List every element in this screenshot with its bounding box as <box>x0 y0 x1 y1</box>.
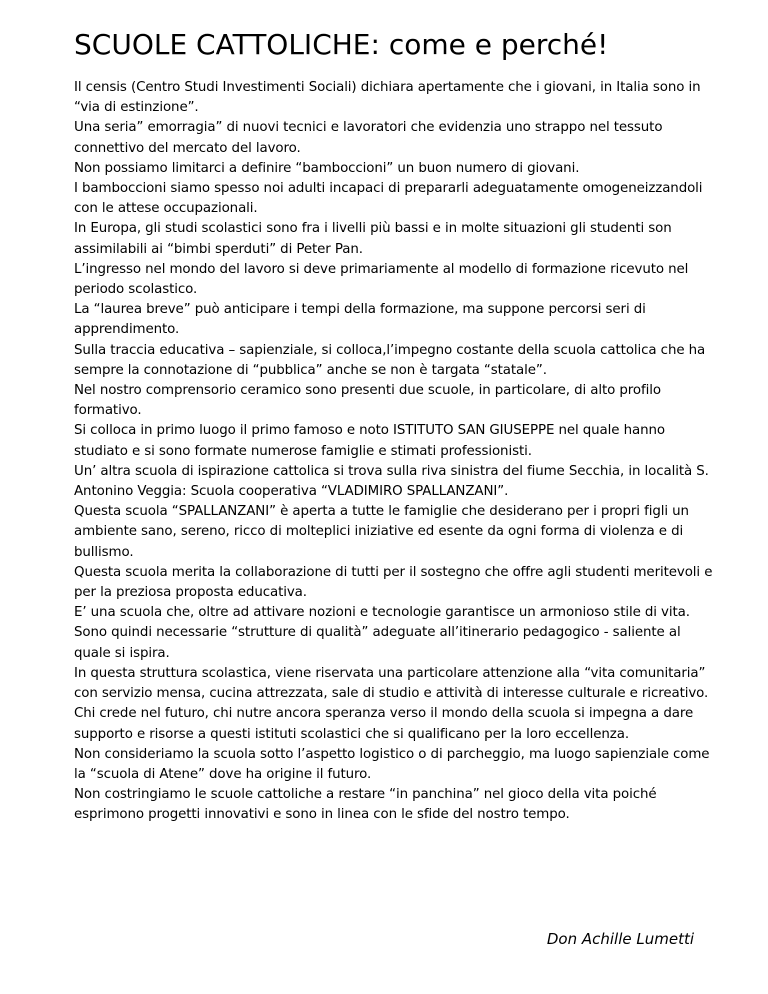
paragraph-4: I bamboccioni siamo spesso noi adulti incapaci di prepararli adeguatamente omogeneizzandoli con le attese occupazionali. <box>74 181 703 217</box>
paragraph-12: Questa scuola “SPALLANZANI” è aperta a tutte le famiglie che desiderano per i propri figli un ambiente sano, sereno, ricco di molteplici iniziative ed esente da ogni forma di violenza e di bullismo. <box>74 504 689 560</box>
paragraph-7: La “laurea breve” può anticipare i tempi della formazione, ma suppone percorsi seri di apprendimento. <box>74 302 646 338</box>
paragraph-17: Chi crede nel futuro, chi nutre ancora speranza verso il mondo della scuola si impegna a dare supporto e risorse a questi istituti scolastici che si qualificano per la loro eccellenza. <box>74 706 694 742</box>
paragraph-10: Si colloca in primo luogo il primo famoso e noto ISTITUTO SAN GIUSEPPE nel quale hanno studiato e si sono formate numerose famiglie e stimati professionisti. <box>74 423 665 459</box>
paragraph-15: Sono quindi necessarie “strutture di qualità” adeguate all’itinerario pedagogico - saliente al quale si ispira. <box>74 625 681 661</box>
paragraph-9: Nel nostro comprensorio ceramico sono presenti due scuole, in particolare, di alto profilo formativo. <box>74 383 661 419</box>
paragraph-11: Un’ altra scuola di ispirazione cattolica si trova sulla riva sinistra del fiume Secchia, in località S. Antonino Veggia: Scuola cooperativa “VLADIMIRO SPALLANZANI”. <box>74 463 709 500</box>
document-body <box>74 78 714 826</box>
paragraph-8: Sulla traccia educativa – sapienziale, si colloca,l’impegno costante della scuola cattolica che ha sempre la connotazione di “pubblica” anche se non è targata “statale”. <box>74 342 706 378</box>
paragraph-13: Questa scuola merita la collaborazione di tutti per il sostegno che offre agli studenti meritevoli e per la preziosa proposta educativa. <box>74 564 713 601</box>
paragraph-18: Non consideriamo la scuola sotto l’aspetto logistico o di parcheggio, ma luogo sapienziale come la “scuola di Atene” dove ha origine il futuro. <box>74 746 710 782</box>
paragraph-1: Il censis (Centro Studi Investimenti Sociali) dichiara apertamente che i giovani, in Italia sono in “via di estinzione”. <box>74 80 701 116</box>
author-signature: Don Achille Lumetti <box>546 930 694 948</box>
paragraph-5: In Europa, gli studi scolastici sono fra i livelli più bassi e in molte situazioni gli studenti son assimilabili ai “bimbi sperduti” di Peter Pan. <box>74 221 672 257</box>
paragraph-6: L’ingresso nel mondo del lavoro si deve primariamente al modello di formazione ricevuto nel periodo scolastico. <box>74 261 689 298</box>
paragraph-3: Non possiamo limitarci a definire “bamboccioni” un buon numero di giovani. <box>74 160 580 176</box>
paragraph-14: E’ una scuola che, oltre ad attivare nozioni e tecnologie garantisce un armonioso stile di vita. <box>74 605 690 621</box>
paragraph-2: Una seria” emorragia” di nuovi tecnici e lavoratori che evidenzia uno strappo nel tessuto connettivo del mercato del lavoro. <box>74 120 663 156</box>
paragraph-16: In questa struttura scolastica, viene riservata una particolare attenzione alla “vita comunitaria” con servizio mensa, cucina attrezzata, sale di studio e attività di interesse culturale e ricreativo. <box>74 665 709 702</box>
document-page <box>74 28 714 826</box>
document-title: SCUOLE CATTOLICHE: come e perché! <box>74 28 609 61</box>
paragraph-19: Non costringiamo le scuole cattoliche a restare “in panchina” nel gioco della vita poiché esprimono progetti innovativi e sono in linea con le sfide del nostro tempo. <box>74 787 657 823</box>
